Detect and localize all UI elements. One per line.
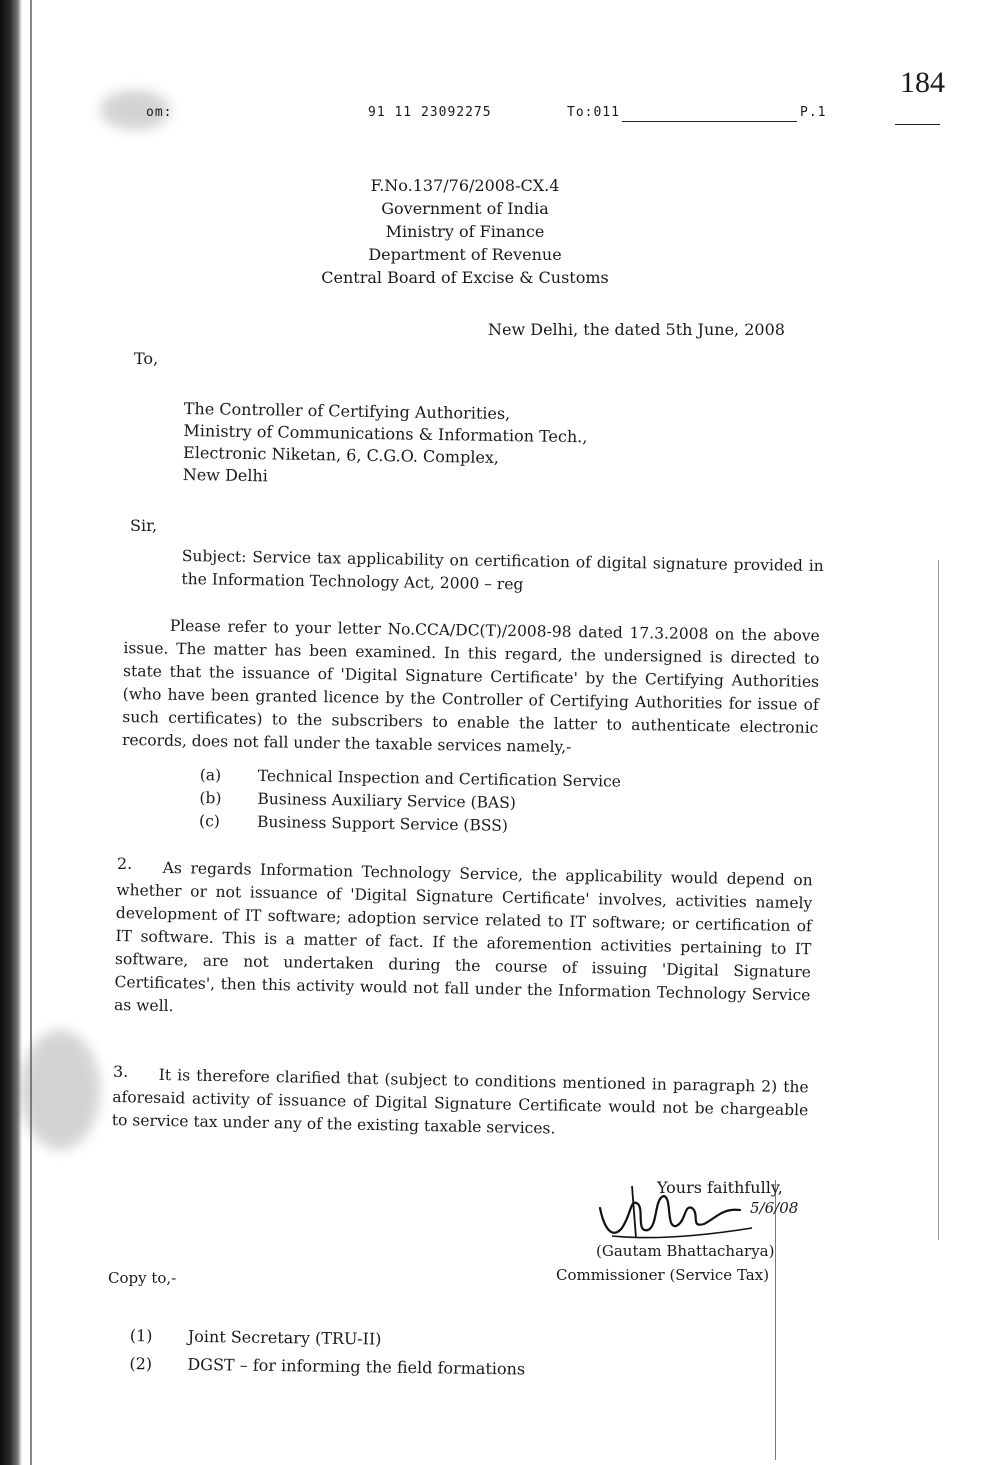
- paragraph-3: [112, 1063, 809, 1145]
- paragraph-1: [122, 614, 820, 763]
- paragraph-3-text: It is therefore clarified that (subject to conditions mentioned in paragraph 2) the aforesaid activity of issuance of Digital Signature Certificate would not be chargeable to service tax under any of the existing taxable services.: [111, 1065, 809, 1138]
- scan-dark-edge: [0, 0, 22, 1465]
- list-item-label: (a): [199, 765, 222, 785]
- list-item-text: Technical Inspection and Certification Service: [257, 766, 622, 791]
- signatory-name: (Gautam Bhattacharya): [596, 1242, 775, 1260]
- services-list: [199, 764, 621, 840]
- page-number-underline: [895, 124, 940, 125]
- subject-line: [181, 545, 824, 601]
- fax-to: To:011: [567, 105, 620, 120]
- signature-date: 5/6/08: [750, 1199, 799, 1217]
- list-item-text: Business Support Service (BSS): [256, 812, 508, 835]
- list-item-text: Business Auxiliary Service (BAS): [257, 789, 516, 812]
- fax-page: P.1: [800, 105, 827, 120]
- subject-text: Subject: Service tax applicability on certification of digital signature provided in the Information Technology Act, 2000 – reg: [181, 546, 824, 594]
- list-item-label: (2): [129, 1353, 153, 1374]
- scan-smudge: [20, 1030, 100, 1150]
- signatory-title: Commissioner (Service Tax): [556, 1266, 770, 1284]
- fax-number: 91 11 23092275: [368, 105, 492, 120]
- letterhead: [300, 174, 630, 289]
- addressee-line: Ministry of Communications & Information Tech.,: [183, 420, 588, 447]
- addressee-line: New Delhi: [182, 464, 269, 486]
- list-item: [129, 1350, 525, 1384]
- page-number: 184: [900, 66, 945, 99]
- file-number: F.No.137/76/2008-CX.4: [370, 176, 560, 195]
- letterhead-ministry: Ministry of Finance: [385, 222, 545, 241]
- to-label: To,: [134, 349, 159, 368]
- list-item-text: DGST – for informing the field formations: [187, 1354, 526, 1379]
- paragraph-2-text: As regards Information Technology Service, the applicability would depend on whether or not issuance of 'Digital Signature Certificate' involves, activities namely development of IT software; adoption service related to IT software; or certification of IT software. This is a matter of fact. If the aforemention activities pertaining to IT software, are not undertaken during the course of issuing 'Digital Signature Certificates', then this activity would not fall under the Information Technology Service as well.: [113, 858, 813, 1016]
- paragraph-2-number: 2.: [117, 854, 133, 873]
- list-item-text: Joint Secretary (TRU-II): [187, 1326, 382, 1349]
- paragraph-1-text: Please refer to your letter No.CCA/DC(T)/2008-98 dated 17.3.2008 on the above issue. The matter has been examined. In this regard, the undersigned is directed to state that the issuance of 'Digital Signature Certificate' by the Certifying Authorities (who have been granted licence by the Controller of Certifying Authorities for issue of such certificates) to the subscribers to enable the latter to authenticate electronic records, does not fall under the taxable services namely,-: [121, 616, 820, 757]
- scan-vertical-line: [938, 560, 939, 1240]
- list-item-label: (c): [198, 811, 221, 831]
- letterhead-government: Government of India: [381, 199, 549, 218]
- fax-underline: [622, 121, 797, 122]
- salutation: Sir,: [130, 516, 158, 535]
- letterhead-board: Central Board of Excise & Customs: [321, 268, 609, 287]
- addressee-line: The Controller of Certifying Authorities,: [183, 398, 511, 424]
- scan-streak: [30, 0, 32, 1465]
- dateline: New Delhi, the dated 5th June, 2008: [488, 320, 785, 339]
- fax-from: om:: [146, 105, 173, 120]
- addressee-block: [183, 398, 588, 492]
- addressee-line: Electronic Niketan, 6, C.G.O. Complex,: [182, 442, 500, 467]
- paragraph-3-number: 3.: [113, 1062, 129, 1081]
- letterhead-department: Department of Revenue: [368, 245, 562, 264]
- copy-to-label: Copy to,-: [108, 1269, 177, 1287]
- closing: Yours faithfully,: [657, 1178, 783, 1197]
- copy-list: [129, 1322, 525, 1384]
- list-item-label: (1): [129, 1325, 153, 1346]
- list-item-label: (b): [199, 788, 222, 808]
- paragraph-2: [114, 856, 813, 1030]
